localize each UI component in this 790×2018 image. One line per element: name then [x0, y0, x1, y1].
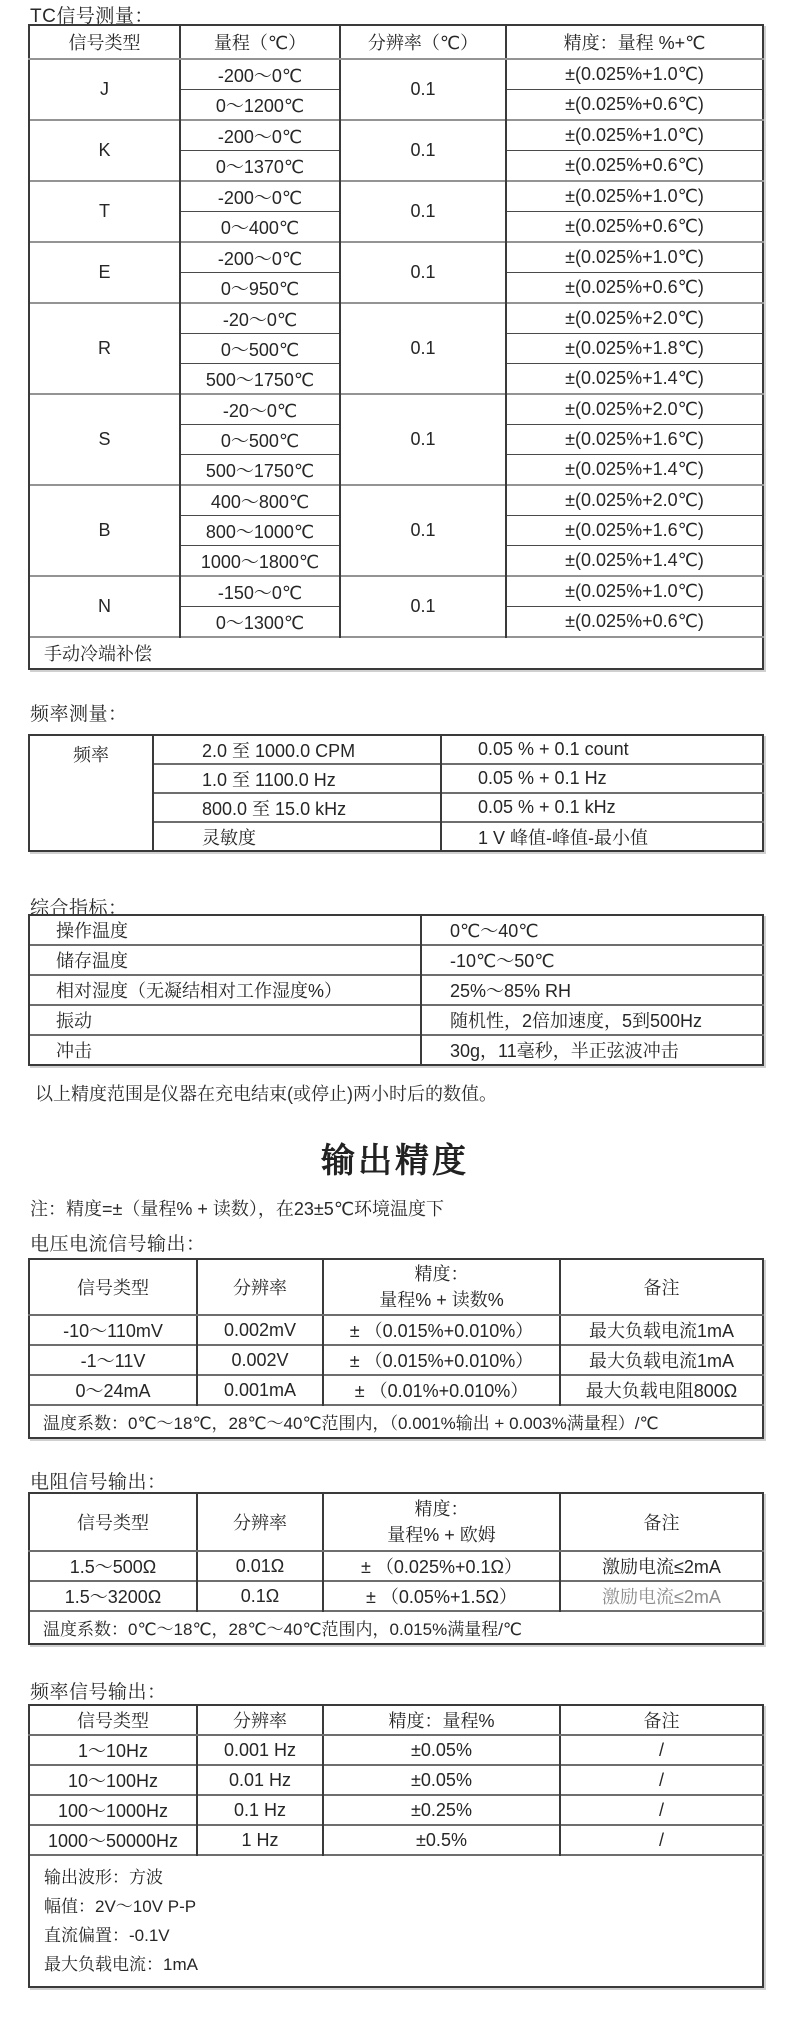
output-accuracy-title: 输出精度 — [321, 1142, 469, 1180]
res-range-cell: 1.5～500Ω — [29, 1551, 197, 1581]
tc-col-header-resolution: 分辨率（℃） — [340, 25, 506, 59]
tc-accuracy-cell: ±(0.025%+1.8℃) — [506, 334, 763, 364]
tc-footer-cell: 手动冷端补偿 — [29, 637, 763, 669]
tc-range-cell: 0～1300℃ — [180, 607, 340, 638]
output-accuracy-note: 注：精度=±（量程% + 读数），在23±5℃环境温度下 — [30, 1199, 445, 1219]
vc-accuracy-header-line1: 精度： — [414, 1264, 469, 1284]
tc-accuracy-cell: ±(0.025%+1.4℃) — [506, 364, 763, 395]
tc-range-cell: 0～500℃ — [180, 425, 340, 455]
vc-resolution-cell: 0.002V — [197, 1345, 323, 1375]
tc-range-cell: -200～0℃ — [180, 120, 340, 151]
vc-range-cell: -1～11V — [29, 1345, 197, 1375]
vc-accuracy-header-line2: 量程% + 读数% — [379, 1290, 504, 1310]
tc-range-cell: -150～0℃ — [180, 576, 340, 607]
tc-type-cell: T — [29, 181, 180, 242]
freq-output-label: 频率信号输出： — [30, 1682, 167, 1703]
tc-type-cell: B — [29, 485, 180, 576]
res-remark-cell: 激励电流≤2mA — [560, 1581, 763, 1611]
fo-col-header-remark: 备注 — [560, 1705, 763, 1735]
vc-col-header-type: 信号类型 — [29, 1259, 197, 1315]
fo-remark-cell: / — [560, 1795, 763, 1825]
general-specs-label: 综合指标： — [30, 898, 128, 919]
res-accuracy-cell: ± （0.05%+1.5Ω） — [323, 1581, 560, 1611]
fo-footer-block — [29, 1855, 763, 1987]
spec-name-cell: 振动 — [29, 1005, 421, 1035]
vc-resolution-cell: 0.001mA — [197, 1375, 323, 1405]
tc-type-cell: E — [29, 242, 180, 303]
freq-range-cell: 1.0 至 1100.0 Hz — [153, 764, 441, 793]
vc-remark-cell: 最大负载电阻800Ω — [560, 1375, 763, 1405]
res-range-cell: 1.5～3200Ω — [29, 1581, 197, 1611]
spec-value-cell: 0℃～40℃ — [421, 915, 763, 945]
tc-range-cell: 0～500℃ — [180, 334, 340, 364]
fo-accuracy-cell: ±0.5% — [323, 1825, 560, 1855]
tc-accuracy-cell: ±(0.025%+0.6℃) — [506, 90, 763, 121]
tc-accuracy-cell: ±(0.025%+1.0℃) — [506, 242, 763, 273]
res-col-header-type: 信号类型 — [29, 1493, 197, 1551]
tc-resolution-cell: 0.1 — [340, 242, 506, 303]
fo-accuracy-cell: ±0.25% — [323, 1795, 560, 1825]
vc-output-table — [28, 1258, 764, 1439]
vc-accuracy-cell: ± （0.015%+0.010%） — [323, 1315, 560, 1345]
vc-remark-cell: 最大负载电流1mA — [560, 1345, 763, 1375]
fo-resolution-cell: 1 Hz — [197, 1825, 323, 1855]
freq-accuracy-cell: 0.05 % + 0.1 count — [441, 735, 763, 764]
general-specs-table — [28, 914, 764, 1066]
spec-value-cell: 25%～85% RH — [421, 975, 763, 1005]
res-accuracy-cell: ± （0.025%+0.1Ω） — [323, 1551, 560, 1581]
spec-value-cell: -10℃～50℃ — [421, 945, 763, 975]
tc-resolution-cell: 0.1 — [340, 181, 506, 242]
tc-col-header-accuracy: 精度：量程 %+℃ — [506, 25, 763, 59]
tc-range-cell: 500～1750℃ — [180, 364, 340, 395]
spec-value-cell: 随机性，2倍加速度，5到500Hz — [421, 1005, 763, 1035]
tc-range-cell: -200～0℃ — [180, 181, 340, 212]
fo-remark-cell: / — [560, 1765, 763, 1795]
freq-measure-label: 频率测量： — [30, 704, 128, 725]
fo-range-cell: 100～1000Hz — [29, 1795, 197, 1825]
res-remark-cell: 激励电流≤2mA — [560, 1551, 763, 1581]
freq-range-cell: 灵敏度 — [153, 822, 441, 851]
tc-accuracy-cell: ±(0.025%+1.4℃) — [506, 455, 763, 486]
tc-type-cell: K — [29, 120, 180, 181]
tc-section-label: TC信号测量： — [30, 6, 154, 27]
fo-col-header-type: 信号类型 — [29, 1705, 197, 1735]
freq-range-cell: 800.0 至 15.0 kHz — [153, 793, 441, 822]
res-resolution-cell: 0.1Ω — [197, 1581, 323, 1611]
vc-range-cell: -10～110mV — [29, 1315, 197, 1345]
fo-resolution-cell: 0.01 Hz — [197, 1765, 323, 1795]
tc-type-cell: R — [29, 303, 180, 394]
general-note: 以上精度范围是仪器在充电结束(或停止)两小时后的数值。 — [35, 1084, 497, 1104]
tc-col-header-range: 量程（℃） — [180, 25, 340, 59]
res-col-header-remark: 备注 — [560, 1493, 763, 1551]
tc-range-cell: -20～0℃ — [180, 394, 340, 425]
tc-type-cell: J — [29, 59, 180, 120]
tc-range-cell: -200～0℃ — [180, 242, 340, 273]
fo-footer-line-amplitude: 幅值：2V～10V P-P — [44, 1897, 197, 1916]
spec-name-cell: 相对湿度（无凝结相对工作湿度%） — [29, 975, 421, 1005]
res-resolution-cell: 0.01Ω — [197, 1551, 323, 1581]
fo-footer-line-dc-offset: 直流偏置：-0.1V — [44, 1926, 170, 1945]
freq-output-table — [28, 1704, 764, 1988]
fo-remark-cell: / — [560, 1825, 763, 1855]
freq-accuracy-cell: 1 V 峰值-峰值-最小值 — [441, 822, 763, 851]
freq-row-header: 频率 — [29, 735, 153, 851]
fo-col-header-accuracy: 精度：量程% — [323, 1705, 560, 1735]
fo-resolution-cell: 0.001 Hz — [197, 1735, 323, 1765]
tc-resolution-cell: 0.1 — [340, 394, 506, 485]
spec-name-cell: 储存温度 — [29, 945, 421, 975]
vc-remark-cell: 最大负载电流1mA — [560, 1315, 763, 1345]
tc-accuracy-cell: ±(0.025%+0.6℃) — [506, 151, 763, 182]
fo-range-cell: 1000～50000Hz — [29, 1825, 197, 1855]
spec-value-cell: 30g，11毫秒，半正弦波冲击 — [421, 1035, 763, 1065]
vc-accuracy-cell: ± （0.015%+0.010%） — [323, 1345, 560, 1375]
tc-accuracy-cell: ±(0.025%+0.6℃) — [506, 212, 763, 243]
tc-range-cell: 1000～1800℃ — [180, 546, 340, 577]
fo-col-header-resolution: 分辨率 — [197, 1705, 323, 1735]
fo-remark-cell: / — [560, 1735, 763, 1765]
tc-accuracy-cell: ±(0.025%+1.0℃) — [506, 120, 763, 151]
fo-range-cell: 1～10Hz — [29, 1735, 197, 1765]
fo-range-cell: 10～100Hz — [29, 1765, 197, 1795]
fo-footer-line-max-load: 最大负载电流：1mA — [44, 1955, 198, 1974]
tc-range-cell: 0～400℃ — [180, 212, 340, 243]
vc-resolution-cell: 0.002mV — [197, 1315, 323, 1345]
vc-col-header-accuracy — [323, 1259, 560, 1315]
tc-range-cell: 500～1750℃ — [180, 455, 340, 486]
res-output-table — [28, 1492, 764, 1645]
tc-resolution-cell: 0.1 — [340, 303, 506, 394]
tc-range-cell: 0～1370℃ — [180, 151, 340, 182]
tc-type-cell: S — [29, 394, 180, 485]
tc-accuracy-cell: ±(0.025%+1.0℃) — [506, 59, 763, 90]
vc-accuracy-cell: ± （0.01%+0.010%） — [323, 1375, 560, 1405]
tc-accuracy-cell: ±(0.025%+1.6℃) — [506, 425, 763, 455]
tc-resolution-cell: 0.1 — [340, 485, 506, 576]
tc-measure-table — [28, 24, 764, 670]
tc-resolution-cell: 0.1 — [340, 59, 506, 120]
vc-range-cell: 0～24mA — [29, 1375, 197, 1405]
spec-name-cell: 冲击 — [29, 1035, 421, 1065]
tc-range-cell: -20～0℃ — [180, 303, 340, 334]
fo-resolution-cell: 0.1 Hz — [197, 1795, 323, 1825]
tc-accuracy-cell: ±(0.025%+1.0℃) — [506, 576, 763, 607]
tc-accuracy-cell: ±(0.025%+1.4℃) — [506, 546, 763, 577]
tc-accuracy-cell: ±(0.025%+0.6℃) — [506, 273, 763, 304]
tc-accuracy-cell: ±(0.025%+1.0℃) — [506, 181, 763, 212]
vc-col-header-remark: 备注 — [560, 1259, 763, 1315]
tc-accuracy-cell: ±(0.025%+0.6℃) — [506, 607, 763, 638]
res-temp-coefficient-cell: 温度系数：0℃～18℃，28℃～40℃范围内，0.015%满量程/℃ — [29, 1611, 763, 1644]
res-accuracy-header-line1: 精度： — [414, 1499, 469, 1519]
tc-accuracy-cell: ±(0.025%+2.0℃) — [506, 394, 763, 425]
vc-temp-coefficient-cell: 温度系数：0℃～18℃，28℃～40℃范围内，（0.001%输出 + 0.003%满量程）/℃ — [29, 1405, 763, 1438]
freq-range-cell: 2.0 至 1000.0 CPM — [153, 735, 441, 764]
res-output-label: 电阻信号输出： — [30, 1472, 167, 1493]
res-col-header-accuracy — [323, 1493, 560, 1551]
freq-measure-table — [28, 734, 764, 852]
tc-resolution-cell: 0.1 — [340, 576, 506, 637]
tc-range-cell: 0～950℃ — [180, 273, 340, 304]
freq-accuracy-cell: 0.05 % + 0.1 Hz — [441, 764, 763, 793]
freq-accuracy-cell: 0.05 % + 0.1 kHz — [441, 793, 763, 822]
res-accuracy-header-line2: 量程% + 欧姆 — [387, 1525, 496, 1545]
spec-name-cell: 操作温度 — [29, 915, 421, 945]
res-col-header-resolution: 分辨率 — [197, 1493, 323, 1551]
fo-accuracy-cell: ±0.05% — [323, 1735, 560, 1765]
tc-range-cell: 800～1000℃ — [180, 516, 340, 546]
tc-col-header-type: 信号类型 — [29, 25, 180, 59]
fo-footer-line-waveform: 输出波形：方波 — [44, 1868, 163, 1887]
tc-resolution-cell: 0.1 — [340, 120, 506, 181]
tc-range-cell: 400～800℃ — [180, 485, 340, 516]
tc-range-cell: -200～0℃ — [180, 59, 340, 90]
fo-accuracy-cell: ±0.05% — [323, 1765, 560, 1795]
tc-accuracy-cell: ±(0.025%+2.0℃) — [506, 485, 763, 516]
vc-output-label: 电压电流信号输出： — [30, 1234, 206, 1255]
tc-accuracy-cell: ±(0.025%+1.6℃) — [506, 516, 763, 546]
vc-col-header-resolution: 分辨率 — [197, 1259, 323, 1315]
tc-type-cell: N — [29, 576, 180, 637]
tc-range-cell: 0～1200℃ — [180, 90, 340, 121]
tc-accuracy-cell: ±(0.025%+2.0℃) — [506, 303, 763, 334]
